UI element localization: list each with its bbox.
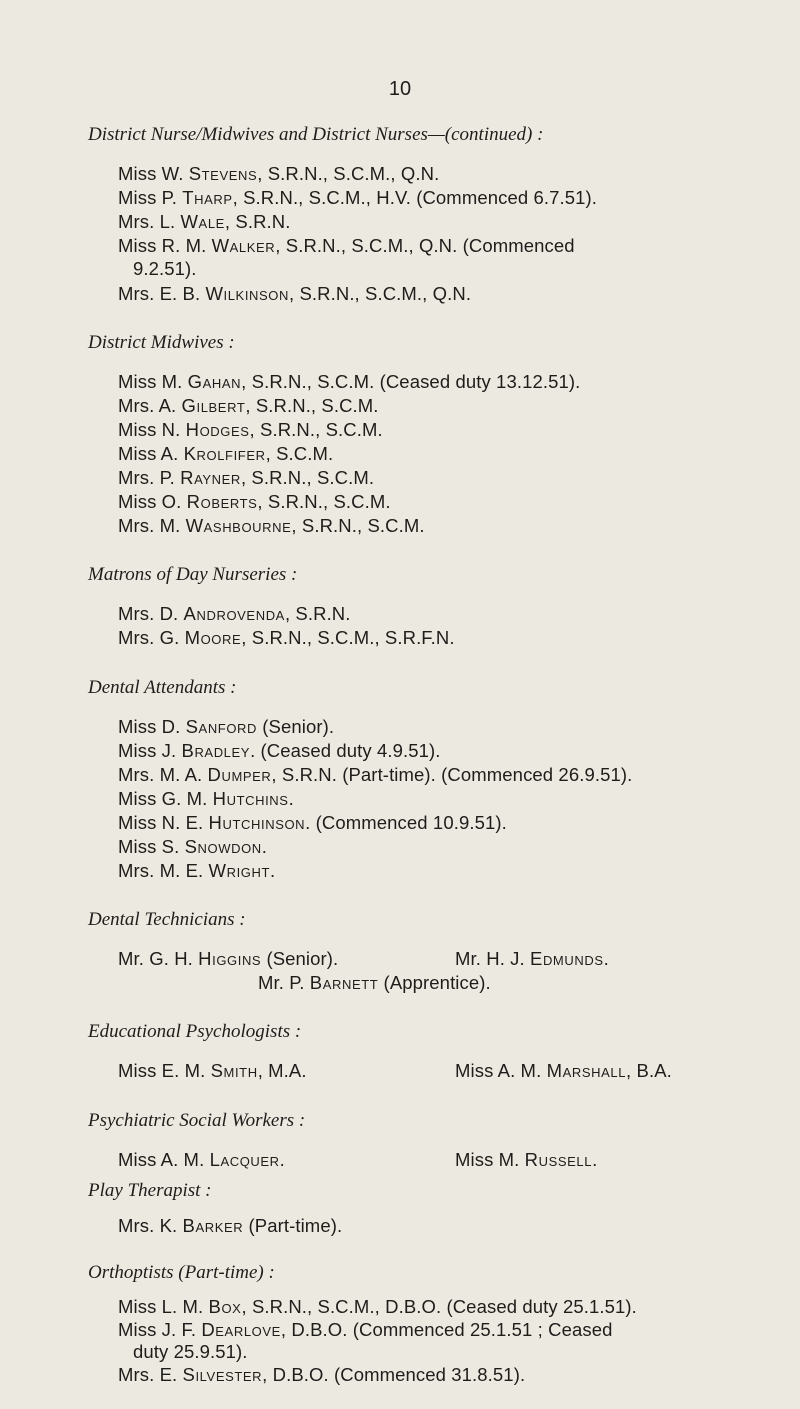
staff-entry: Miss J. Bradley. (Ceased duty 4.9.51).	[118, 740, 441, 761]
staff-surname: Gilbert	[181, 395, 246, 416]
staff-surname: Silvester	[182, 1364, 263, 1385]
staff-entry: Mr. H. J. Edmunds.	[455, 948, 609, 969]
staff-entry: Miss J. F. Dearlove, D.B.O. (Commenced 25.1.51 ; Ceased	[118, 1319, 613, 1340]
staff-entry: Mr. P. Barnett (Apprentice).	[258, 972, 491, 993]
staff-entry: Mrs. E. B. Wilkinson, S.R.N., S.C.M., Q.N.	[118, 283, 472, 304]
staff-entry: Miss S. Snowdon.	[118, 836, 268, 857]
staff-entry: Miss D. Sanford (Senior).	[118, 716, 335, 737]
staff-surname: Washbourne	[185, 515, 292, 536]
staff-surname: Box	[208, 1296, 242, 1317]
staff-entry: Miss L. M. Box, S.R.N., S.C.M., D.B.O. (Ceased duty 25.1.51).	[118, 1296, 637, 1317]
staff-entry: Mrs. D. Androvenda, S.R.N.	[118, 603, 351, 624]
section-heading-matrons: Matrons of Day Nurseries :	[88, 564, 298, 585]
staff-surname: Sanford	[185, 716, 258, 737]
section-heading-orthoptists: Orthoptists (Part-time) :	[88, 1262, 275, 1283]
staff-entry: Miss M. Gahan, S.R.N., S.C.M. (Ceased duty 13.12.51).	[118, 371, 581, 392]
staff-surname: Moore	[184, 627, 242, 648]
staff-entry: Mrs. P. Rayner, S.R.N., S.C.M.	[118, 467, 375, 488]
staff-entry: Miss R. M. Walker, S.R.N., S.C.M., Q.N. (Commenced	[118, 235, 575, 256]
staff-surname: Dumper	[207, 764, 272, 785]
staff-surname: Russell	[524, 1149, 593, 1170]
page-number: 10	[388, 78, 412, 100]
staff-surname: Snowdon	[184, 836, 262, 857]
staff-entry: Mr. G. H. Higgins (Senior).	[118, 948, 339, 969]
staff-surname: Rayner	[180, 467, 241, 488]
staff-entry: Miss G. M. Hutchins.	[118, 788, 294, 809]
staff-entry: Mrs. L. Wale, S.R.N.	[118, 211, 291, 232]
staff-entry: Mrs. A. Gilbert, S.R.N., S.C.M.	[118, 395, 379, 416]
staff-surname: Barnett	[309, 972, 379, 993]
staff-surname: Tharp	[182, 187, 233, 208]
staff-surname: Walker	[211, 235, 276, 256]
staff-entry: Miss A. Krolfifer, S.C.M.	[118, 443, 334, 464]
staff-entry: Miss N. Hodges, S.R.N., S.C.M.	[118, 419, 383, 440]
staff-surname: Gahan	[187, 371, 242, 392]
staff-surname: Hutchinson	[208, 812, 306, 833]
staff-entry: Miss M. Russell.	[455, 1149, 598, 1170]
staff-surname: Marshall	[546, 1060, 627, 1081]
staff-entry: Miss N. E. Hutchinson. (Commenced 10.9.51).	[118, 812, 507, 833]
staff-entry: Mrs. E. Silvester, D.B.O. (Commenced 31.8.51).	[118, 1364, 526, 1385]
staff-entry: Miss W. Stevens, S.R.N., S.C.M., Q.N.	[118, 163, 440, 184]
staff-entry: Mrs. K. Barker (Part-time).	[118, 1215, 343, 1236]
staff-entry: Mrs. M. E. Wright.	[118, 860, 276, 881]
staff-surname: Smith	[210, 1060, 258, 1081]
section-heading-educational-psychologists: Educational Psychologists :	[88, 1021, 302, 1042]
staff-surname: Dearlove	[201, 1319, 281, 1340]
staff-surname: Hodges	[185, 419, 250, 440]
staff-entry: Miss A. M. Marshall, B.A.	[455, 1060, 672, 1081]
staff-surname: Krolfifer	[183, 443, 266, 464]
section-heading-district-midwives: District Midwives :	[88, 332, 235, 353]
staff-surname: Lacquer	[209, 1149, 280, 1170]
staff-surname: Edmunds	[530, 948, 604, 969]
staff-surname: Hutchins	[212, 788, 289, 809]
staff-surname: Androvenda	[183, 603, 285, 624]
section-heading-psychiatric-social-workers: Psychiatric Social Workers :	[88, 1110, 306, 1131]
staff-entry: Miss A. M. Lacquer.	[118, 1149, 285, 1170]
section-heading-district-nurses: District Nurse/Midwives and District Nurses—(continued) :	[88, 124, 544, 145]
staff-entry: Mrs. M. A. Dumper, S.R.N. (Part-time). (Commenced 26.9.51).	[118, 764, 633, 785]
staff-surname: Barker	[182, 1215, 244, 1236]
staff-entry: Miss P. Tharp, S.R.N., S.C.M., H.V. (Commenced 6.7.51).	[118, 187, 598, 208]
staff-surname: Wale	[180, 211, 225, 232]
staff-entry: Miss O. Roberts, S.R.N., S.C.M.	[118, 491, 391, 512]
staff-entry-continuation: duty 25.9.51).	[133, 1341, 248, 1362]
staff-entry-continuation: 9.2.51).	[133, 258, 197, 279]
section-heading-play-therapist: Play Therapist :	[88, 1180, 212, 1201]
staff-surname: Stevens	[188, 163, 258, 184]
staff-surname: Higgins	[198, 948, 262, 969]
staff-entry: Mrs. M. Washbourne, S.R.N., S.C.M.	[118, 515, 425, 536]
section-heading-dental-attendants: Dental Attendants :	[88, 677, 237, 698]
staff-surname: Bradley	[181, 740, 251, 761]
staff-surname: Wilkinson	[205, 283, 289, 304]
staff-entry: Mrs. G. Moore, S.R.N., S.C.M., S.R.F.N.	[118, 627, 455, 648]
section-heading-dental-technicians: Dental Technicians :	[88, 909, 246, 930]
staff-surname: Wright	[208, 860, 271, 881]
staff-surname: Roberts	[186, 491, 258, 512]
staff-entry: Miss E. M. Smith, M.A.	[118, 1060, 307, 1081]
